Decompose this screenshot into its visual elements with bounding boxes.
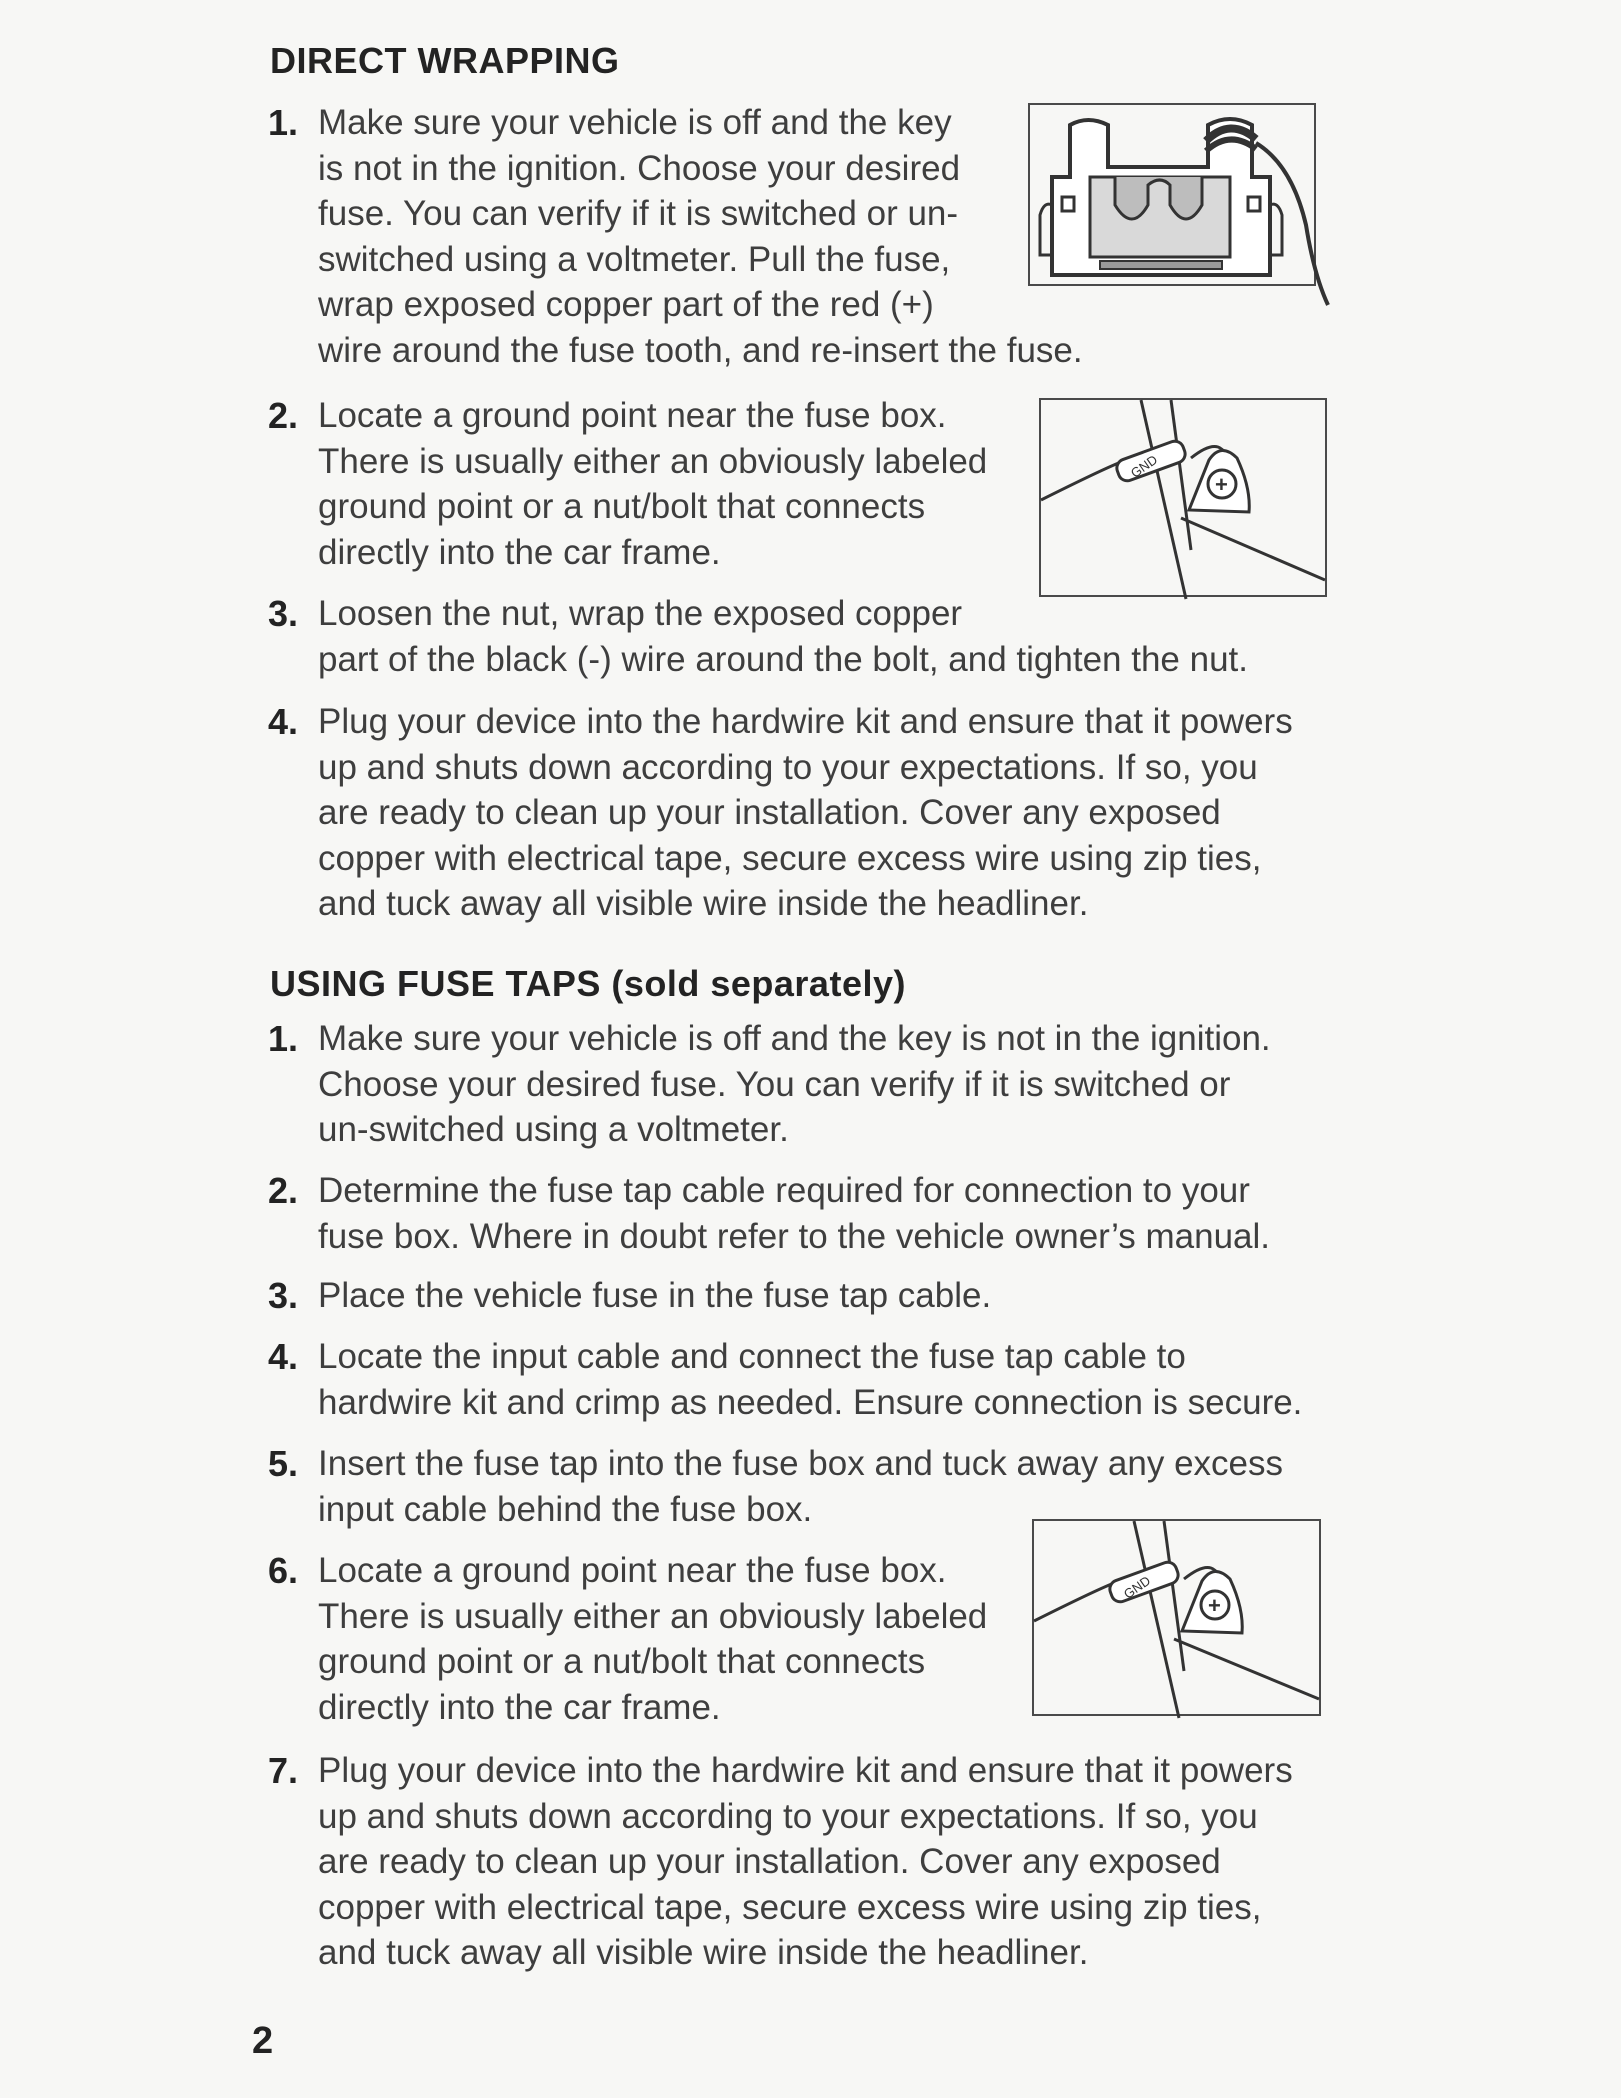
step-text: Make sure your vehicle is off and the key is not in the ignition. Choose your desired fuse. You can verify if it is switched or un- switched using a voltmeter. Pull the fuse, wrap exposed copper part of the red (+) wire around the fuse tooth, and re-insert the fuse.	[318, 103, 1083, 370]
step-text: Locate a ground point near the fuse box. There is usually either an obviously labeled ground point or a nut/bolt that connects directly into the car frame.	[318, 396, 988, 572]
step-number: 4.	[268, 1336, 299, 1377]
step-number: 3.	[268, 1275, 299, 1316]
step-text: Plug your device into the hardwire kit and ensure that it powers up and shuts down according to your expectations. If so, you are ready to clean up your installation. Cover any exposed copper with electrical tape, secure excess wire using zip ties, and tuck away all visible wire inside the headliner.	[318, 702, 1293, 923]
step-number: 7.	[268, 1750, 299, 1791]
step-number: 5.	[268, 1443, 299, 1484]
ground-point-illustration	[1039, 398, 1327, 597]
step-text: Locate the input cable and connect the fuse tap cable to hardwire kit and crimp as needed. Ensure connection is secure.	[318, 1337, 1303, 1422]
ground-label: GND	[1127, 451, 1161, 481]
step-number: 1.	[268, 1018, 299, 1059]
step-text: Place the vehicle fuse in the fuse tap cable.	[318, 1276, 992, 1315]
step-number: 3.	[268, 593, 299, 634]
ground-point-illustration-2	[1032, 1519, 1321, 1716]
plus-symbol: +	[1215, 472, 1228, 497]
ground-label: GND	[1120, 1572, 1154, 1602]
step-number: 4.	[268, 701, 299, 742]
step-text: Determine the fuse tap cable required for connection to your fuse box. Where in doubt refer to the vehicle owner’s manual.	[318, 1171, 1271, 1256]
fuse-icon	[1030, 105, 1318, 288]
step-text: Plug your device into the hardwire kit and ensure that it powers up and shuts down according to your expectations. If so, you are ready to clean up your installation. Cover any exposed copper with electrical tape, secure excess wire using zip ties, and tuck away all visible wire inside the headliner.	[318, 1751, 1293, 1972]
plus-symbol: +	[1208, 1593, 1221, 1618]
step-text: Loosen the nut, wrap the exposed copper part of the black (-) wire around the bolt, and tighten the nut.	[318, 594, 1248, 679]
section-title-direct-wrapping: DIRECT WRAPPING	[270, 40, 620, 81]
step-text: Make sure your vehicle is off and the key is not in the ignition. Choose your desired fuse. You can verify if it is switched or un-switched using a voltmeter.	[318, 1019, 1271, 1149]
fuse-wrapping-illustration	[1028, 103, 1316, 286]
step-number: 2.	[268, 1170, 299, 1211]
step-number: 1.	[268, 102, 299, 143]
step-text: Locate a ground point near the fuse box. There is usually either an obviously labeled ground point or a nut/bolt that connects directly into the car frame.	[318, 1551, 988, 1727]
step-text: Insert the fuse tap into the fuse box and tuck away any excess input cable behind the fuse box.	[318, 1444, 1284, 1529]
section-title-fuse-taps: USING FUSE TAPS (sold separately)	[270, 963, 906, 1004]
page-number: 2	[252, 2020, 274, 2062]
step-number: 6.	[268, 1550, 299, 1591]
step-number: 2.	[268, 395, 299, 436]
